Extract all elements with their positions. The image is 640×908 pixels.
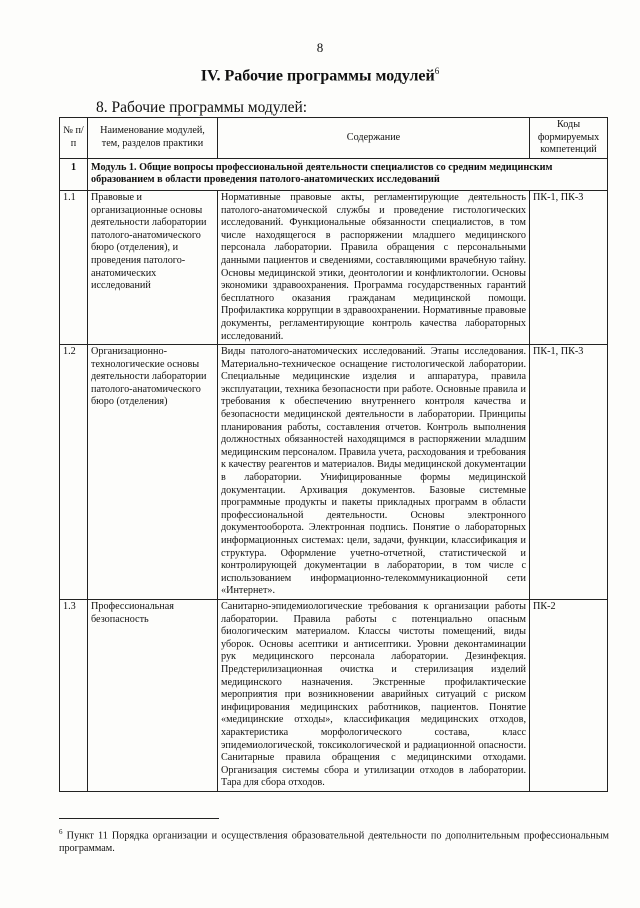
modules-table [59,117,608,792]
section-title [0,66,640,85]
table-row [60,190,608,344]
table-header-row [60,118,608,159]
row-num: 1.3 [60,599,88,791]
footnote-divider [59,818,219,819]
header-content: Содержание [218,118,530,159]
table-row [60,345,608,600]
row-codes: ПК-1, ПК-3 [530,190,608,344]
header-codes: Коды формируемых компетенций [530,118,608,159]
footnote-mark: 6 [59,828,63,836]
row-num: 1.1 [60,190,88,344]
page-number: 8 [316,40,324,55]
footnote-text: Пункт 11 Порядка организации и осуществления образовательной деятельности по дополнительным профессиональным программам. [59,830,609,855]
row-content: Виды патолого-анатомических исследований. Этапы исследования. Материально-техническое оснащение гистологической лаборатории. Специальные медицинские изделия и аппаратура, правила эксплуатации, техника безопасности при работе. Основные правила и требования к обеспечению внутреннего контроля качества и безопасности медицинской деятельности в лаборатории. Принципы планирования работы, составления отчетов. Контроль выполнения должностных обязанностей находящимся в распоряжении младшим медицинским персоналом. Правила учета, расходования и требования к качеству реагентов и материалов. Виды медицинской документации в лаборатории. Унифицированные формы медицинской документации. Архивация документов. Базовые системные программные продукты и пакеты прикладных программ в области профессиональной деятельности. Основы электронного документооборота. Электронная подпись. Понятие о лабораторных информационных системах: цели, задачи, функции, классификация и структура. Оформление учетно-отчетной, статистической и контролирующей документации в лаборатории, в том числе с использованием информационно-телекоммуникационной сети «Интернет». [218,345,530,600]
row-num: 1.2 [60,345,88,600]
header-name: Наименование модулей, тем, разделов практики [88,118,218,159]
footnote [59,826,609,855]
title-footnote-mark: 6 [434,66,440,76]
row-codes: ПК-1, ПК-3 [530,345,608,600]
table-row [60,599,608,791]
module-title: Модуль 1. Общие вопросы профессиональной деятельности специалистов со средним медицинским образованием в области проведения патолого-анатомических исследований [88,158,608,190]
header-num: № п/п [60,118,88,159]
module-index: 1 [60,158,88,190]
row-name: Профессиональная безопасность [88,599,218,791]
row-codes: ПК-2 [530,599,608,791]
section-title-text: IV. Рабочие программы модулей [200,67,435,85]
section-subtitle: 8. Рабочие программы модулей: [96,99,308,116]
row-name: Организационно-технологические основы деятельности лаборатории патолого-анатомического бюро (отделения) [88,345,218,600]
module-index-row [60,158,608,190]
row-content: Нормативные правовые акты, регламентирующие деятельность патолого-анатомической службы и проведение гистологических исследований. Функциональные обязанности специалистов, в том числе находящегося в распоряжении младшего медицинского персонала лаборатории. Правила обращения с персональными данными пациентов и сведениями, составляющими врачебную тайну. Основы медицинской этики, деонтологии и конфликтологии. Основы экономики здравоохранения. Программа государственных гарантий бесплатного оказания гражданам медицинской помощи. Профилактика коррупции в здравоохранении. Нормативные правовые документы, регламентирующие контроль качества лабораторных исследований. [218,190,530,344]
row-content: Санитарно-эпидемиологические требования к организации работы лаборатории. Правила работы с потенциально опасным биологическим материалом. Классы чистоты помещений, виды уборок. Основы асептики и антисептики. Уровни деконтаминации рук медицинского персонала лаборатории. Дезинфекция. Предстерилизационная очистка и стерилизация изделий медицинского назначения. Экстренные профилактические мероприятия при возникновении аварийных ситуаций с риском инфицирования медицинских работников, пациентов. Понятие «медицинские отходы», классификация медицинских отходов, характеристика морфологического состава, класс эпидемиологической, токсикологической и радиационной опасности. Санитарные правила обращения с медицинскими отходами. Организация системы сбора и утилизации отходов в лаборатории. Тара для сбора отходов. [218,599,530,791]
row-name: Правовые и организационные основы деятельности лаборатории патолого-анатомического бюро (отделения), и проведения патолого-анатомических исследований [88,190,218,344]
